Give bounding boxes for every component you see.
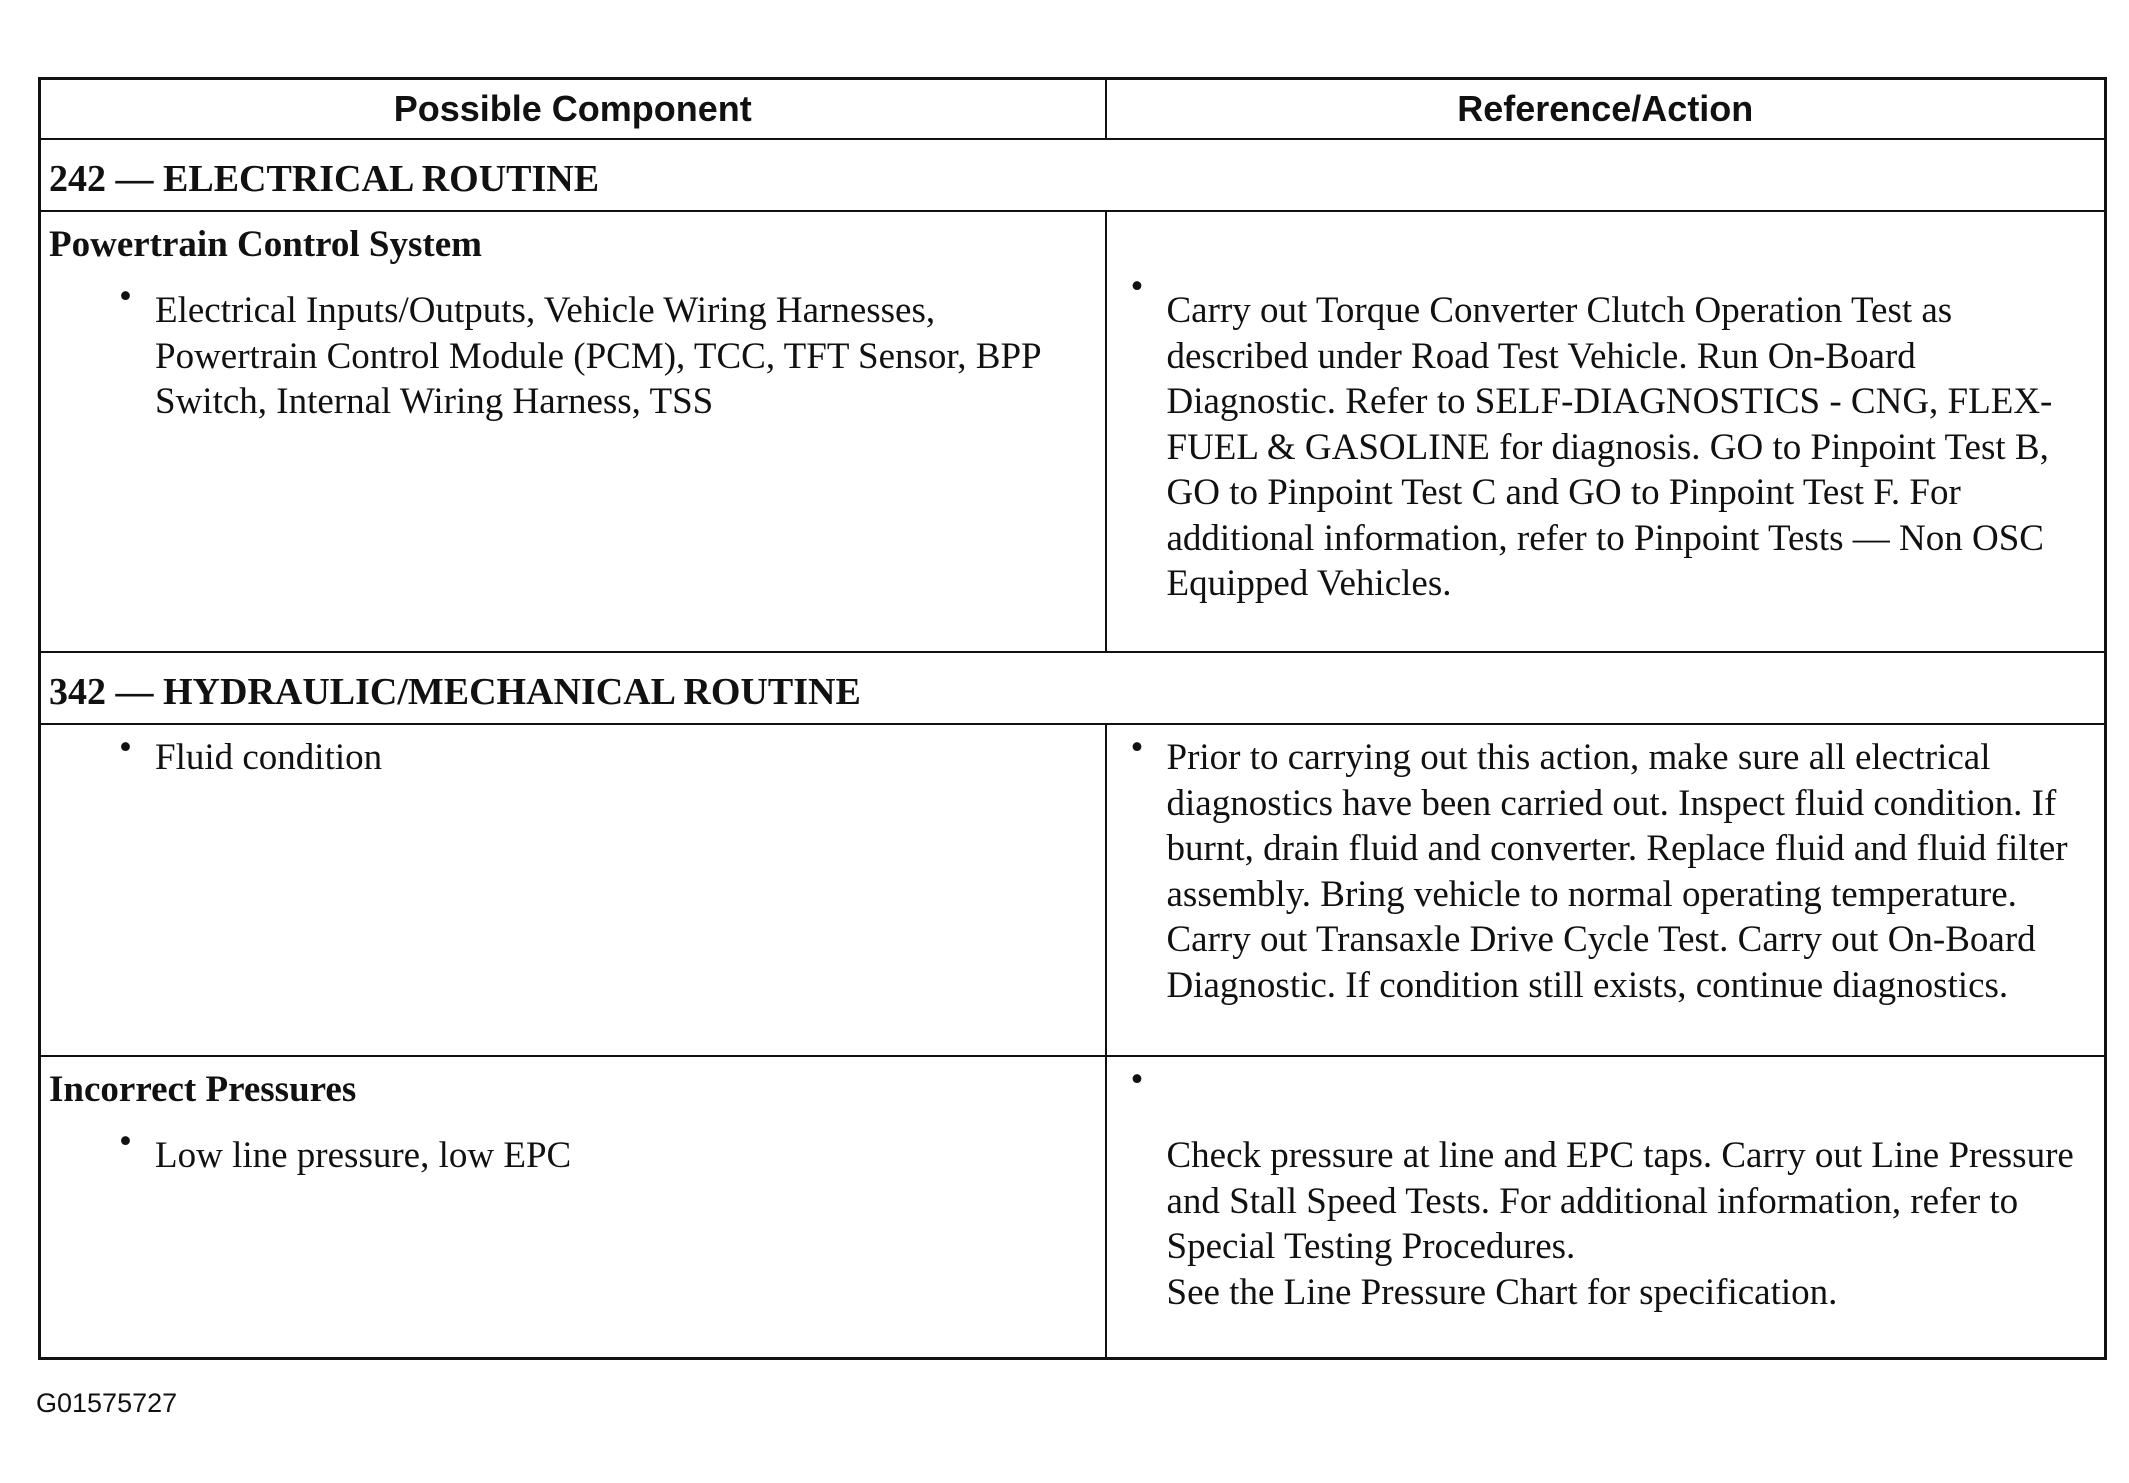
action-cell-fluid <box>1106 724 2106 1056</box>
subsection-title-pressures: Incorrect Pressures <box>49 1069 357 1110</box>
bullet-icon: • <box>1130 1059 1144 1100</box>
table-row <box>40 211 2106 652</box>
bullet-icon: • <box>119 727 132 768</box>
component-cell-powertrain <box>40 211 1106 652</box>
header-reference-action: Reference/Action <box>1106 79 2106 140</box>
action-cell-powertrain <box>1106 211 2106 652</box>
action-bullet <box>1107 1057 2105 1315</box>
action-text: Prior to carrying out this action, make sure all electrical diagnostics have been carried out. Inspect fluid condition. If burnt, drain fluid and converter. Replace fluid and fluid filter assembly. Bring vehicle to normal operating temperature. Carry out Transaxle Drive Cycle Test. Carry out On-Board Diagnostic. If condition still exists, continue diagnostics. <box>1166 737 2068 1006</box>
component-bullet <box>41 274 1105 425</box>
bullet-icon: • <box>119 276 132 317</box>
routine-row-242 <box>40 139 2106 211</box>
component-text: Electrical Inputs/Outputs, Vehicle Wiring Harnesses, Powertrain Control Module (PCM), TCC, TFT Sensor, BPP Switch, Internal Wiring Harness, TSS <box>155 290 1041 422</box>
table-row <box>40 724 2106 1056</box>
subsection-title-powertrain: Powertrain Control System <box>49 224 482 265</box>
routine-title-242: 242 — ELECTRICAL ROUTINE <box>40 139 2106 211</box>
component-text: Fluid condition <box>155 737 383 778</box>
component-cell-fluid <box>40 724 1106 1056</box>
component-bullet <box>41 725 1105 781</box>
action-cell-pressures <box>1106 1056 2106 1358</box>
header-row <box>40 79 2106 140</box>
component-cell-pressures <box>40 1056 1106 1358</box>
action-text: Check pressure at line and EPC taps. Carry out Line Pressure and Stall Speed Tests. For additional information, refer to Special Testing Procedures. <box>1166 1135 2074 1267</box>
table-row <box>40 1056 2106 1358</box>
bullet-icon: • <box>1130 727 1144 768</box>
routine-title-342: 342 — HYDRAULIC/MECHANICAL ROUTINE <box>40 652 2106 724</box>
action-bullet <box>1107 264 2105 607</box>
figure-code: G01575727 <box>36 1388 178 1418</box>
diagnostic-table <box>38 77 2107 1360</box>
action-text: Carry out Torque Converter Clutch Operation Test as described under Road Test Vehicle. Run On-Board Diagnostic. Refer to SELF-DIAGNOSTICS - CNG, FLEX-FUEL & GASOLINE for diagnosis. GO to Pinpoint Test B, GO to Pinpoint Test C and GO to Pinpoint Test F. For additional information, refer to Pinpoint Tests — Non OSC Equipped Vehicles. <box>1166 290 2053 604</box>
routine-row-342 <box>40 652 2106 724</box>
bullet-icon: • <box>119 1121 132 1162</box>
component-bullet <box>41 1119 1105 1179</box>
component-text: Low line pressure, low EPC <box>155 1135 572 1176</box>
header-possible-component: Possible Component <box>40 79 1106 140</box>
action-bullet <box>1107 725 2105 1008</box>
bullet-icon: • <box>1130 266 1144 307</box>
action-text-spec: See the Line Pressure Chart for specification. <box>1166 1271 1838 1313</box>
